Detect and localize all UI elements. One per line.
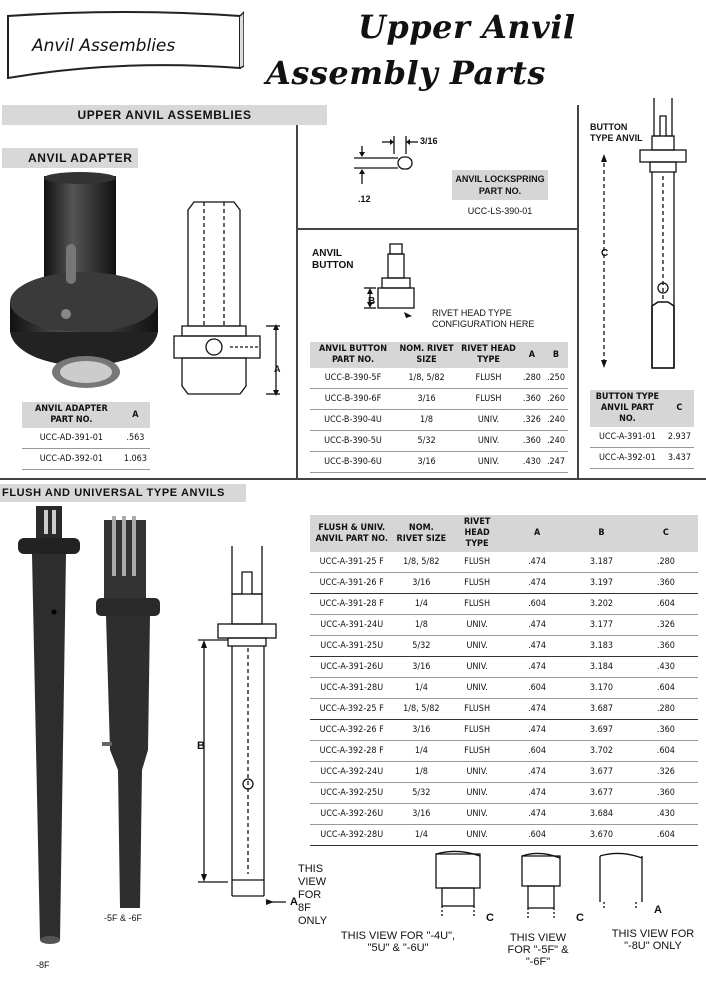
- table-cell: .247: [544, 452, 568, 473]
- view-4u-note: THIS VIEW FOR "-4U", "5U" & "-6U": [340, 930, 456, 954]
- table-cell: UCC-A-392-01: [590, 448, 665, 469]
- table-cell: 1/8: [393, 615, 449, 636]
- button-anvil-dim-c: C: [601, 248, 609, 259]
- table-cell: 1/4: [393, 741, 449, 762]
- table-cell: 3.183: [569, 636, 634, 657]
- table-cell: UCC-A-392-25 F: [310, 699, 393, 720]
- table-cell: 3/16: [393, 573, 449, 594]
- table-cell: 3.437: [665, 448, 694, 469]
- table-row: [310, 615, 698, 636]
- table-cell: 3.197: [569, 573, 634, 594]
- table-cell: 5/32: [393, 783, 449, 804]
- view-dim-c-1: C: [486, 912, 494, 924]
- table-cell: .430: [520, 452, 544, 473]
- table-cell: UCC-A-391-26U: [310, 657, 393, 678]
- table-cell: .474: [505, 804, 569, 825]
- page-title-line1: Upper Anvil: [358, 8, 576, 46]
- photo-label-8f: -8F: [36, 960, 50, 970]
- table-row: [310, 552, 698, 573]
- table-cell: .430: [634, 804, 698, 825]
- table-cell: .563: [121, 428, 150, 449]
- view-8u-note: THIS VIEW FOR "-8U" ONLY: [611, 928, 695, 952]
- table-cell: .360: [634, 720, 698, 741]
- table-row: [310, 783, 698, 804]
- table-header: FLUSH & UNIV. ANVIL PART NO.: [310, 515, 393, 552]
- table-cell: UNIV.: [457, 410, 520, 431]
- button-table-body: [310, 368, 568, 473]
- table-cell: UNIV.: [449, 657, 505, 678]
- table-cell: .604: [634, 594, 698, 615]
- table-cell: .280: [634, 699, 698, 720]
- anvil-adapter-drawing: [168, 196, 288, 406]
- table-cell: 3/16: [393, 657, 449, 678]
- table-cell: 1/4: [393, 678, 449, 699]
- table-row: [310, 410, 568, 431]
- view-dim-c-2: C: [576, 912, 584, 924]
- table-cell: UCC-B-390-4U: [310, 410, 396, 431]
- table-cell: 3.187: [569, 552, 634, 573]
- table-cell: 3.202: [569, 594, 634, 615]
- flush-table: [310, 515, 698, 846]
- table-cell: 3/16: [396, 452, 457, 473]
- table-cell: .474: [505, 657, 569, 678]
- table-header: A: [505, 515, 569, 552]
- table-cell: UCC-A-392-26 F: [310, 720, 393, 741]
- table-row: [590, 427, 694, 448]
- table-cell: 5/32: [396, 431, 457, 452]
- table-row: [310, 825, 698, 846]
- table-header: RIVET HEAD TYPE: [457, 342, 520, 368]
- table-cell: UCC-A-391-25 F: [310, 552, 393, 573]
- table-cell: 5/32: [393, 636, 449, 657]
- table-header: ANVIL ADAPTER PART NO.: [22, 402, 121, 428]
- table-cell: UCC-B-390-6U: [310, 452, 396, 473]
- table-cell: 3.677: [569, 783, 634, 804]
- table-cell: 3.170: [569, 678, 634, 699]
- table-cell: .360: [520, 431, 544, 452]
- table-row: [310, 657, 698, 678]
- table-cell: 1/4: [393, 594, 449, 615]
- table-cell: .604: [505, 594, 569, 615]
- table-cell: .360: [634, 573, 698, 594]
- table-cell: .474: [505, 552, 569, 573]
- table-row: [310, 699, 698, 720]
- divider: [577, 105, 579, 479]
- photo-label-5f-6f: -5F & -6F: [104, 913, 143, 923]
- table-header: C: [634, 515, 698, 552]
- table-cell: UCC-B-390-5F: [310, 368, 396, 389]
- table-cell: UCC-A-392-28 F: [310, 741, 393, 762]
- table-cell: UCC-AD-391-01: [22, 428, 121, 449]
- table-cell: .474: [505, 720, 569, 741]
- button-anvil-drawing: [594, 96, 700, 386]
- button-anvil-table: [590, 390, 694, 469]
- table-cell: .326: [634, 762, 698, 783]
- table-cell: FLUSH: [449, 552, 505, 573]
- table-cell: UNIV.: [457, 431, 520, 452]
- anvil-adapter-photo: [8, 172, 160, 394]
- table-row: [22, 449, 150, 470]
- flush-table-body: [310, 552, 698, 846]
- adapter-table: [22, 402, 150, 470]
- table-cell: UCC-A-391-28U: [310, 678, 393, 699]
- table-cell: FLUSH: [449, 594, 505, 615]
- table-cell: UCC-A-391-24U: [310, 615, 393, 636]
- table-cell: .604: [634, 678, 698, 699]
- table-header: B: [544, 342, 568, 368]
- button-anvil-title: BUTTON TYPE ANVIL: [590, 122, 643, 143]
- view-dim-a: A: [654, 904, 662, 916]
- table-cell: UCC-A-391-26 F: [310, 573, 393, 594]
- table-cell: UCC-A-392-25U: [310, 783, 393, 804]
- button-config-note: RIVET HEAD TYPE CONFIGURATION HERE: [432, 308, 535, 329]
- table-cell: .604: [634, 825, 698, 846]
- table-cell: .474: [505, 615, 569, 636]
- table-cell: .326: [520, 410, 544, 431]
- table-cell: .280: [520, 368, 544, 389]
- section-flush-header: FLUSH AND UNIVERSAL TYPE ANVILS: [0, 484, 246, 502]
- flush-dim-a: A: [290, 896, 298, 908]
- table-row: [310, 804, 698, 825]
- view-5f-drawing: [516, 852, 576, 922]
- table-cell: 1/4: [393, 825, 449, 846]
- table-row: [310, 573, 698, 594]
- table-cell: .474: [505, 699, 569, 720]
- anvil-button-title: ANVIL BUTTON: [312, 248, 354, 271]
- table-header: ANVIL BUTTON PART NO.: [310, 342, 396, 368]
- table-row: [310, 594, 698, 615]
- table-cell: 3.697: [569, 720, 634, 741]
- table-cell: UNIV.: [449, 762, 505, 783]
- table-cell: UCC-A-391-28 F: [310, 594, 393, 615]
- lockspring-dim-3-16: 3/16: [420, 136, 438, 146]
- view-5f-note: THIS VIEW FOR "-5F" & "-6F": [507, 932, 569, 968]
- table-cell: 1/8: [396, 410, 457, 431]
- table-cell: UCC-A-392-28U: [310, 825, 393, 846]
- table-cell: 3.702: [569, 741, 634, 762]
- table-cell: 3.687: [569, 699, 634, 720]
- table-header: A: [121, 402, 150, 428]
- table-header: RIVET HEAD TYPE: [449, 515, 505, 552]
- table-cell: .604: [634, 741, 698, 762]
- lockspring-dim-12: .12: [358, 194, 371, 204]
- table-cell: 3.684: [569, 804, 634, 825]
- table-cell: .430: [634, 657, 698, 678]
- table-cell: UCC-A-392-24U: [310, 762, 393, 783]
- this-view-8f-note: THIS VIEW FOR 8F ONLY: [298, 863, 328, 927]
- table-cell: UNIV.: [449, 783, 505, 804]
- table-cell: 1.063: [121, 449, 150, 470]
- view-8u-drawing: [596, 852, 656, 912]
- anvil-5f-6f-photo: [92, 510, 170, 914]
- table-cell: .360: [520, 389, 544, 410]
- table-cell: .474: [505, 573, 569, 594]
- adapter-dim-a: A: [274, 364, 281, 374]
- table-cell: .604: [505, 825, 569, 846]
- table-cell: FLUSH: [449, 741, 505, 762]
- button-table: [310, 342, 568, 473]
- banner-title: Anvil Assemblies: [32, 36, 176, 56]
- table-header: BUTTON TYPE ANVIL PART NO.: [590, 390, 665, 427]
- view-4u-drawing: [430, 850, 500, 920]
- table-cell: .360: [634, 636, 698, 657]
- table-cell: 1/8, 5/82: [396, 368, 457, 389]
- table-header: C: [665, 390, 694, 427]
- table-cell: FLUSH: [449, 699, 505, 720]
- table-cell: .604: [505, 741, 569, 762]
- table-header: A: [520, 342, 544, 368]
- table-cell: 3.177: [569, 615, 634, 636]
- table-cell: UNIV.: [457, 452, 520, 473]
- table-row: [310, 431, 568, 452]
- table-cell: 3/16: [396, 389, 457, 410]
- table-row: [310, 636, 698, 657]
- lockspring-part: UCC-LS-390-01: [467, 206, 533, 216]
- anvil-adapter-header: ANVIL ADAPTER: [2, 148, 138, 168]
- table-cell: FLUSH: [449, 573, 505, 594]
- table-cell: .474: [505, 636, 569, 657]
- table-cell: UCC-AD-392-01: [22, 449, 121, 470]
- table-row: [310, 452, 568, 473]
- table-cell: 3.677: [569, 762, 634, 783]
- table-cell: UNIV.: [449, 678, 505, 699]
- anvil-8f-photo: [10, 500, 90, 956]
- table-header: NOM. RIVET SIZE: [396, 342, 457, 368]
- table-cell: UNIV.: [449, 825, 505, 846]
- table-row: [310, 741, 698, 762]
- table-cell: FLUSH: [457, 389, 520, 410]
- table-header: NOM. RIVET SIZE: [393, 515, 449, 552]
- table-row: [590, 448, 694, 469]
- table-cell: UCC-B-390-5U: [310, 431, 396, 452]
- table-cell: 3.670: [569, 825, 634, 846]
- divider: [296, 125, 298, 479]
- divider: [0, 478, 706, 480]
- table-cell: FLUSH: [457, 368, 520, 389]
- table-cell: 3/16: [393, 720, 449, 741]
- table-cell: UCC-A-391-25U: [310, 636, 393, 657]
- table-row: [310, 678, 698, 699]
- table-cell: .474: [505, 762, 569, 783]
- table-row: [310, 368, 568, 389]
- table-cell: 1/8: [393, 762, 449, 783]
- table-cell: UNIV.: [449, 615, 505, 636]
- button-dim-b: B: [368, 296, 376, 307]
- table-cell: .250: [544, 368, 568, 389]
- table-cell: UCC-A-392-26U: [310, 804, 393, 825]
- table-row: [310, 720, 698, 741]
- table-cell: .240: [544, 410, 568, 431]
- lockspring-header: ANVIL LOCKSPRING PART NO.: [452, 170, 548, 200]
- table-cell: 2.937: [665, 427, 694, 448]
- divider: [297, 228, 578, 230]
- table-cell: .240: [544, 431, 568, 452]
- table-cell: UNIV.: [449, 804, 505, 825]
- table-cell: UNIV.: [449, 636, 505, 657]
- table-cell: .474: [505, 783, 569, 804]
- table-cell: .326: [634, 615, 698, 636]
- table-cell: 1/8, 5/82: [393, 699, 449, 720]
- table-cell: 3.184: [569, 657, 634, 678]
- table-cell: UCC-B-390-6F: [310, 389, 396, 410]
- table-cell: .280: [634, 552, 698, 573]
- table-row: [310, 389, 568, 410]
- section-upper-header: UPPER ANVIL ASSEMBLIES: [2, 105, 327, 125]
- table-header: B: [569, 515, 634, 552]
- table-cell: .360: [634, 783, 698, 804]
- table-row: [310, 762, 698, 783]
- table-cell: 3/16: [393, 804, 449, 825]
- flush-anvil-drawing: [188, 544, 308, 914]
- table-cell: UCC-A-391-01: [590, 427, 665, 448]
- page-title-line2: Assembly Parts: [266, 54, 546, 92]
- table-cell: .260: [544, 389, 568, 410]
- table-cell: FLUSH: [449, 720, 505, 741]
- flush-dim-b: B: [197, 740, 205, 752]
- table-cell: .604: [505, 678, 569, 699]
- table-cell: 1/8, 5/82: [393, 552, 449, 573]
- table-row: [22, 428, 150, 449]
